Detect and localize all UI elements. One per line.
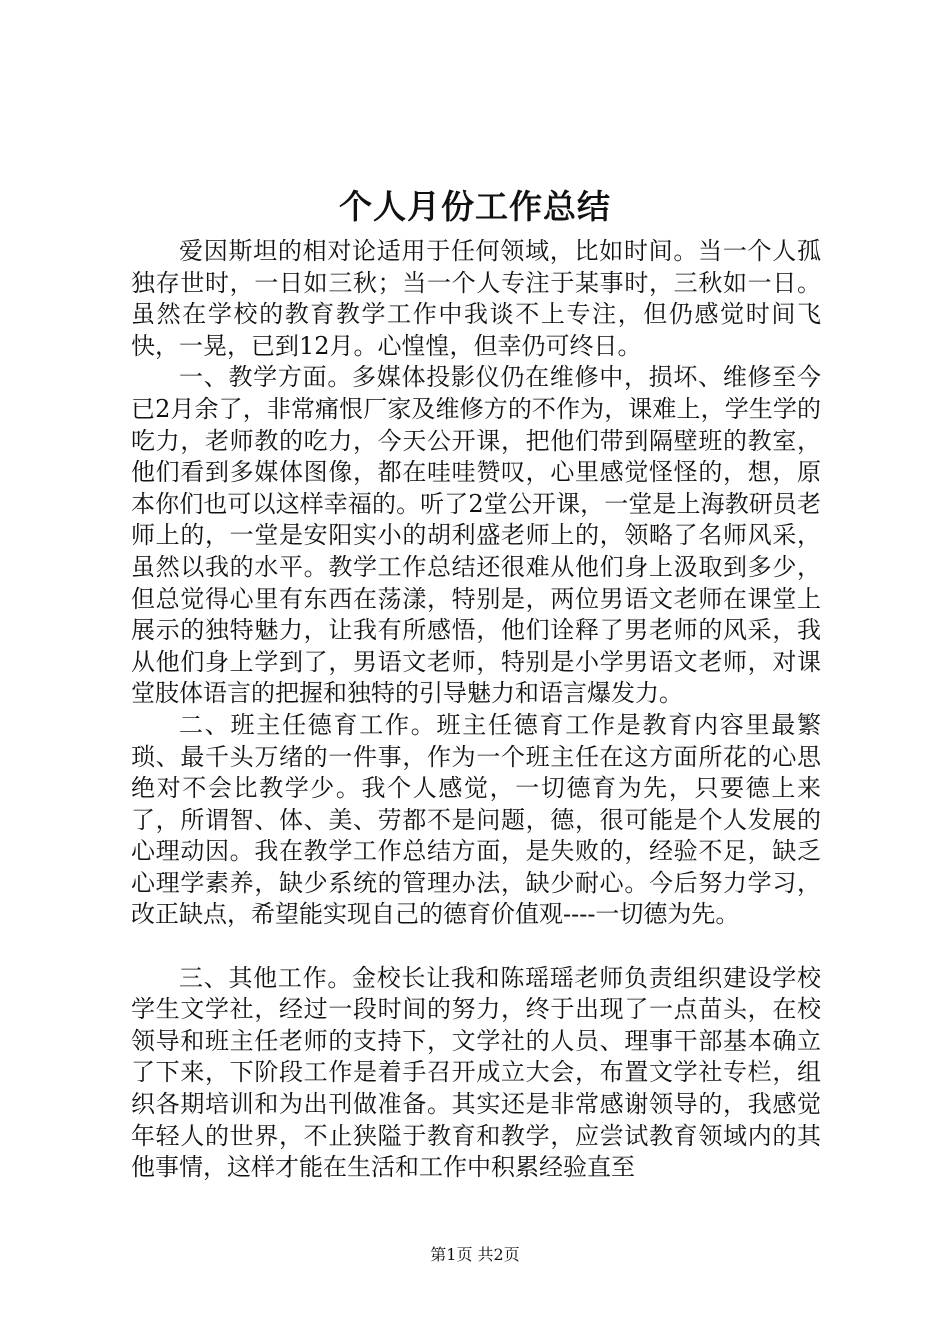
paragraph-other-work: 三、其他工作。金校长让我和陈瑶瑶老师负责组织建设学校学生文学社，经过一段时间的努力，终于出现了一点苗头，在校领导和班主任老师的支持下，文学社的人员、理事干部基本确立了下来，下阶段工作是着手召开成立大会，布置文学社专栏，组织各期培训和为出刊做准备。其实还是非常感谢领导的，我感觉年轻人的世界，不止狭隘于教育和教学，应尝试教育领域内的其他事情，这样才能在生活和工作中积累经验直至 (131, 963, 821, 1182)
document-title: 个人月份工作总结 (339, 187, 611, 226)
document-body (131, 236, 821, 1184)
paragraph-teaching: 一、教学方面。多媒体投影仪仍在维修中，损坏、维修至今已2月余了，非常痛恨厂家及维修方的不作为，课难上，学生学的吃力，老师教的吃力，今天公开课，把他们带到隔壁班的教室，他们看到多媒体图像，都在哇哇赞叹，心里感觉怪怪的，想，原本你们也可以这样幸福的。听了2堂公开课，一堂是上海教研员老师上的，一堂是安阳实小的胡利盛老师上的，领略了名师风采，虽然以我的水平。教学工作总结还很难从他们身上汲取到多少，但总觉得心里有东西在荡漾，特别是，两位男语文老师在课堂上展示的独特魅力，让我有所感悟，他们诠释了男老师的风采，我从他们身上学到了，男语文老师，特别是小学男语文老师，对课堂肢体语言的把握和独特的引导魅力和语言爆发力。 (131, 363, 821, 708)
paragraph-moral-education: 二、班主任德育工作。班主任德育工作是教育内容里最繁琐、最千头万绪的一件事，作为一个班主任在这方面所花的心思绝对不会比教学少。我个人感觉，一切德育为先，只要德上来了，所谓智、体、美、劳都不是问题，德，很可能是个人发展的心理动因。我在教学工作总结方面，是失败的，经验不足，缺乏心理学素养，缺少系统的管理办法，缺少耐心。今后努力学习，改正缺点，希望能实现自己的德育价值观----一切德为先。 (131, 710, 821, 929)
page-number-footer: 第1页 共2页 (430, 1245, 520, 1264)
paragraph-intro: 爱因斯坦的相对论适用于任何领域，比如时间。当一个人孤独存世时，一日如三秋；当一个人专注于某事时，三秋如一日。虽然在学校的教育教学工作中我谈不上专注，但仍感觉时间飞快，一晃，已到12月。心惶惶，但幸仍可终日。 (131, 237, 821, 360)
